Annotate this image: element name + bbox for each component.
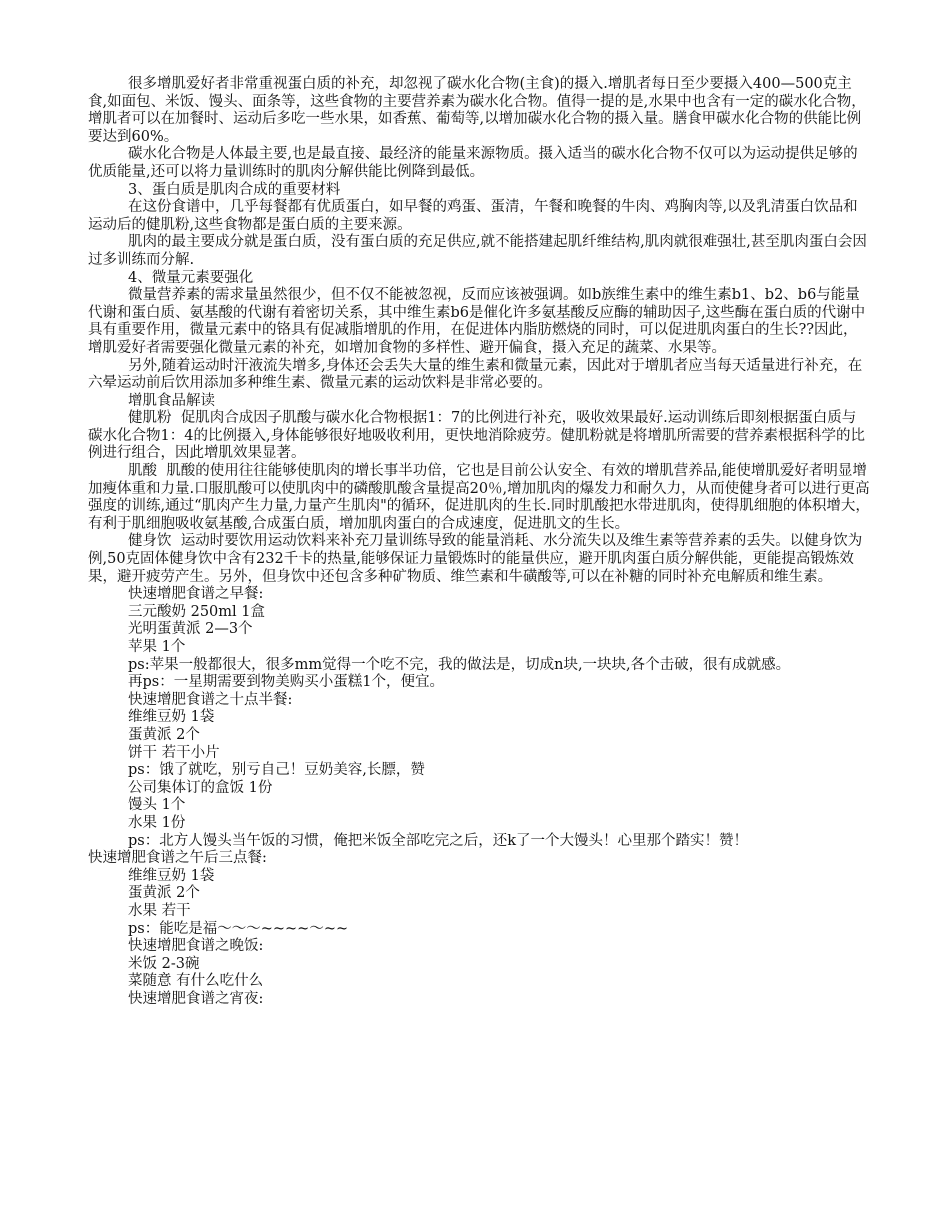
menu-line: 快速增肥食谱之十点半餐: bbox=[128, 691, 293, 708]
menu-line: 快速增肥食谱之午后三点餐: bbox=[88, 850, 267, 867]
menu-line: 快速增肥食谱之晚饭: bbox=[128, 938, 264, 955]
menu-line: 再ps：一星期需要到物美购买小蛋糕1个，便宜。 bbox=[128, 674, 444, 691]
menu-line: ps：能吃是福～～～~~~~～~~ bbox=[128, 920, 349, 937]
menu-line: 水果 1份 bbox=[128, 814, 186, 831]
paragraph-muscle-powder: 健肌粉 促肌肉合成因子肌酸与碳水化合物根据1：7的比例进行补充，吸收效果最好.运动训练后即刻根据蛋白质与碳水化合物1：4的比例摄入,身体能够很好地吸收利用，更快地消除疲劳。健肌粉就是将增肌所需要的营养素根据科学的比例进行组合，因此增肌效果显著。 bbox=[88, 410, 866, 462]
menu-line: 苹果 1个 bbox=[128, 639, 186, 655]
paragraph-carbohydrate-intake: 很多增肌爱好者非常重视蛋白质的补充，却忽视了碳水化合物(主食)的摄入.增肌者每日至少要摄入400—500克主食,如面包、米饭、馒头、面条等，这些食物的主要营养素为碳水化合物。值得一提的是,水果中也含有一定的碳水化合物，增肌者可以在加餐时、运动后多吃一些水果，如香蕉、葡萄等,以增加碳水化合物的摄入量。膳食甲碳水化合物的供能比例要达到60%。 bbox=[88, 76, 866, 145]
menu-line: 光明蛋黄派 2—3个 bbox=[128, 621, 253, 638]
menu-line: 维维豆奶 1袋 bbox=[128, 867, 215, 884]
paragraph-creatine: 肌酸 肌酸的使用往往能够使肌肉的增长事半功倍，它也是目前公认安全、有效的增肌营养品,能使增肌爱好者明显增加瘦体重和力量.口服肌酸可以使肌肉中的磷酸肌酸含量提高20％,增加肌肉的爆发力和耐久力，从而使健身者可以进行更高强度的训练,通过“肌肉产生力量,力量产生肌肉"的循环，促进肌肉的生长.同时肌酸把水带进肌肉，使得肌细胞的体积增大，有利于肌细胞吸收氨基酸,合成蛋白质，增加肌肉蛋白的合成速度，促进肌文的生长。 bbox=[88, 463, 870, 532]
paragraph-sports-drinks: 另外,随着运动时汗液流失增多,身体还会丢失大量的维生素和微量元素，因此对于增肌者应当每天适量进行补充，在六晕运动前后饮用添加多种维生素、微量元素的运动饮料是非常必要的。 bbox=[88, 357, 863, 392]
menu-line: ps:苹果一般都很大，很多mm觉得一个吃不完，我的做法是，切成n块,一块块,各个击破，很有成就感。 bbox=[128, 656, 791, 673]
menu-line: 公司集体订的盒饭 1份 bbox=[128, 779, 273, 796]
menu-line: 水果 若干 bbox=[128, 902, 191, 919]
menu-line: ps：饿了就吃，别亏自己！豆奶美容,长膘，赞 bbox=[128, 762, 425, 779]
menu-line: 快速增肥食谱之宵夜: bbox=[128, 990, 264, 1007]
menu-line: 快速增肥食谱之早餐: bbox=[128, 586, 264, 603]
paragraph-muscle-protein: 肌肉的最主要成分就是蛋白质，没有蛋白质的充足供应,就不能搭建起肌纤维结构,肌肉就很难强壮,甚至肌肉蛋白会因过多训练而分解. bbox=[88, 234, 867, 268]
heading-foods: 增肌食品解读 bbox=[128, 392, 215, 409]
menu-line: 菜随意 有什么吃什么 bbox=[128, 973, 264, 990]
menu-line: 蛋黄派 2个 bbox=[128, 885, 200, 902]
paragraph-fitness-drink: 健身饮 运动时要饮用运动饮料来补充刀量训练导致的能量消耗、水分流失以及维生素等营养素的丢失。以健身饮为例,50克固体健身饮中含有232千卡的热量,能够保证力量锻炼时的能量供应，避开肌肉蛋白质分解供能，更能提高锻炼效果，避开疲劳产生。另外，但身饮中还包含多种矿物质、维竺素和牛磺酸等,可以在补糖的同时补充电解质和维生素。 bbox=[88, 533, 863, 585]
menu-line: 维维豆奶 1袋 bbox=[128, 709, 215, 726]
paragraph-protein-sources: 在这份食谱中，几乎每餐都有优质蛋白，如早餐的鸡蛋、蛋清，午餐和晚餐的牛肉、鸡胸肉等,以及乳清蛋白饮品和运动后的健肌粉,这些食物都是蛋白质的主要来源。 bbox=[88, 199, 858, 233]
document-page bbox=[88, 76, 870, 1008]
paragraph-carbohydrate-energy: 碳水化合物是人体最主要,也是最直接、最经济的能量来源物质。摄入适当的碳水化合物不仅可以为运动提供足够的优质能量,还可以将力量训练时的肌肉分解供能比例降到最低。 bbox=[88, 146, 858, 180]
menu-line: ps：北方人馒头当午饭的习惯，俺把米饭全部吃完之后，还k了一个大馒头！心里那个踏实！赞！ bbox=[128, 832, 749, 849]
heading-protein: 3、蛋白质是肌肉合成的重要材料 bbox=[128, 181, 341, 198]
paragraph-micronutrients: 微量营养素的需求量虽然很少，但不仅不能被忽视，反而应该被强调。如b族维生素中的维生素b1、b2、b6与能量代谢和蛋白质、氨基酸的代谢有着密切关系，其中维生素b6是催化许多氨基酸反应酶的辅助因子,这些酶在蛋白质的代谢中具有重要作用，微量元素中的铬具有促减脂增肌的作用，在促进体内脂肪燃烧的同时，可以促进肌肉蛋白的生长??因此，增肌爱好者需要强化微量元素的补充，如增加食物的多样性、避开偏食，摄入充足的蔬菜、水果等。 bbox=[88, 287, 866, 356]
menu-line: 饼干 若干小片 bbox=[128, 744, 220, 761]
heading-micronutrients: 4、微量元素要强化 bbox=[128, 269, 254, 286]
menu-line: 米饭 2-3碗 bbox=[128, 955, 200, 972]
menu-line: 蛋黄派 2个 bbox=[128, 726, 200, 743]
menu-line: 三元酸奶 250ml 1盒 bbox=[128, 603, 266, 620]
menu-line: 馒头 1个 bbox=[128, 797, 186, 814]
